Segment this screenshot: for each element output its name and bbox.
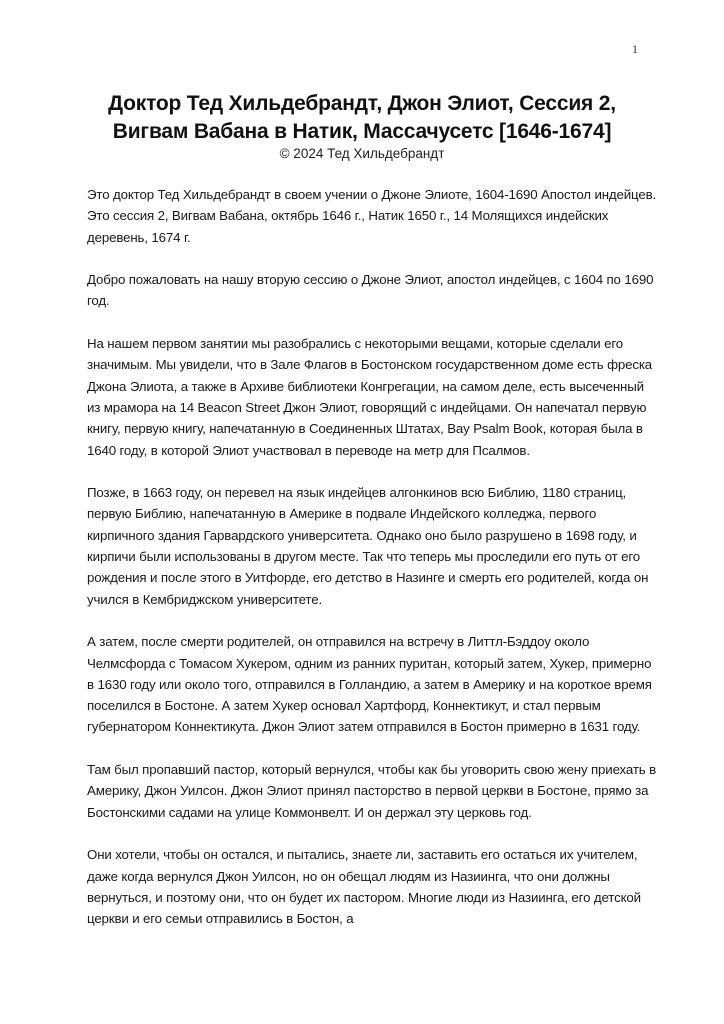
paragraph: На нашем первом занятии мы разобрались с некоторыми вещами, которые сделали его значимым. Мы увидели, что в Зале Флагов в Бостонском государственном доме есть фреска Джона Элиота, а также в Архиве библиотеки Конгрегации, на самом деле, есть высеченный из мрамора на 14 Beacon Street Джон Элиот, говорящий с индейцами. Он напечатал первую книгу, первую книгу, напечатанную в Соединенных Штатах, Bay Psalm Book, которая была в 1640 году, в которой Элиот участвовал в переводе на метр для Псалмов. — [87, 336, 653, 458]
paragraph: Добро пожаловать на нашу вторую сессию о Джоне Элиот, апостол индейцев, с 1604 по 1690 год. — [87, 272, 654, 309]
document-body — [87, 184, 657, 951]
page-number: 1 — [632, 42, 638, 56]
paragraph: Там был пропавший пастор, который вернулся, чтобы как бы уговорить свою жену приехать в Америку, Джон Уилсон. Джон Элиот принял пасторство в первой церкви в Бостоне, прямо за Бостонскими садами на улице Коммонвелт. И он держал эту церковь год. — [87, 762, 657, 820]
paragraph: Позже, в 1663 году, он перевел на язык индейцев алгонкинов всю Библию, 1180 страниц, первую Библию, напечатанную в Америке в подвале Индейского колледжа, первого кирпичного здания Гарвардского университета. Однако оно было разрушено в 1698 году, и кирпичи были использованы в другом месте. Так что теперь мы проследили его путь от его рождения и после этого в Уитфорде, его детство в Назинге и смерть его родителей, когда он учился в Кембриджском университете. — [87, 485, 649, 607]
paragraph: Они хотели, чтобы он остался, и пытались, знаете ли, заставить его остаться их учителем, даже когда вернулся Джон Уилсон, но он обещал людям из Назиинга, что они должны вернуться, и поэтому они, что он будет их пастором. Многие люди из Назиинга, его детской церкви и его семьи отправились в Бостон, а — [87, 847, 641, 927]
paragraph: Это доктор Тед Хильдебрандт в своем учении о Джоне Элиоте, 1604-1690 Апостол индейцев. Это сессия 2, Вигвам Вабана, октябрь 1646 г., Натик 1650 г., 14 Молящихся индейских деревень, 1674 г. — [87, 187, 657, 245]
copyright-notice: © 2024 Тед Хильдебрандт — [279, 146, 445, 161]
title-line-1: Доктор Тед Хильдебрандт, Джон Элиот, Сессия 2, — [108, 92, 616, 115]
document-title — [60, 90, 664, 146]
paragraph: А затем, после смерти родителей, он отправился на встречу в Литтл-Бэддоу около Челмсфорда с Томасом Хукером, одним из ранних пуритан, который затем, Хукер, примерно в 1630 году или около того, отправился в Голландию, а затем в Америку и на короткое время поселился в Бостоне. А затем Хукер основал Хартфорд, Коннектикут, и стал первым губернатором Коннектикута. Джон Элиот затем отправился в Бостон примерно в 1631 году. — [87, 634, 652, 735]
title-line-2: Вигвам Вабана в Натик, Массачусетс [1646-1674] — [112, 120, 612, 143]
